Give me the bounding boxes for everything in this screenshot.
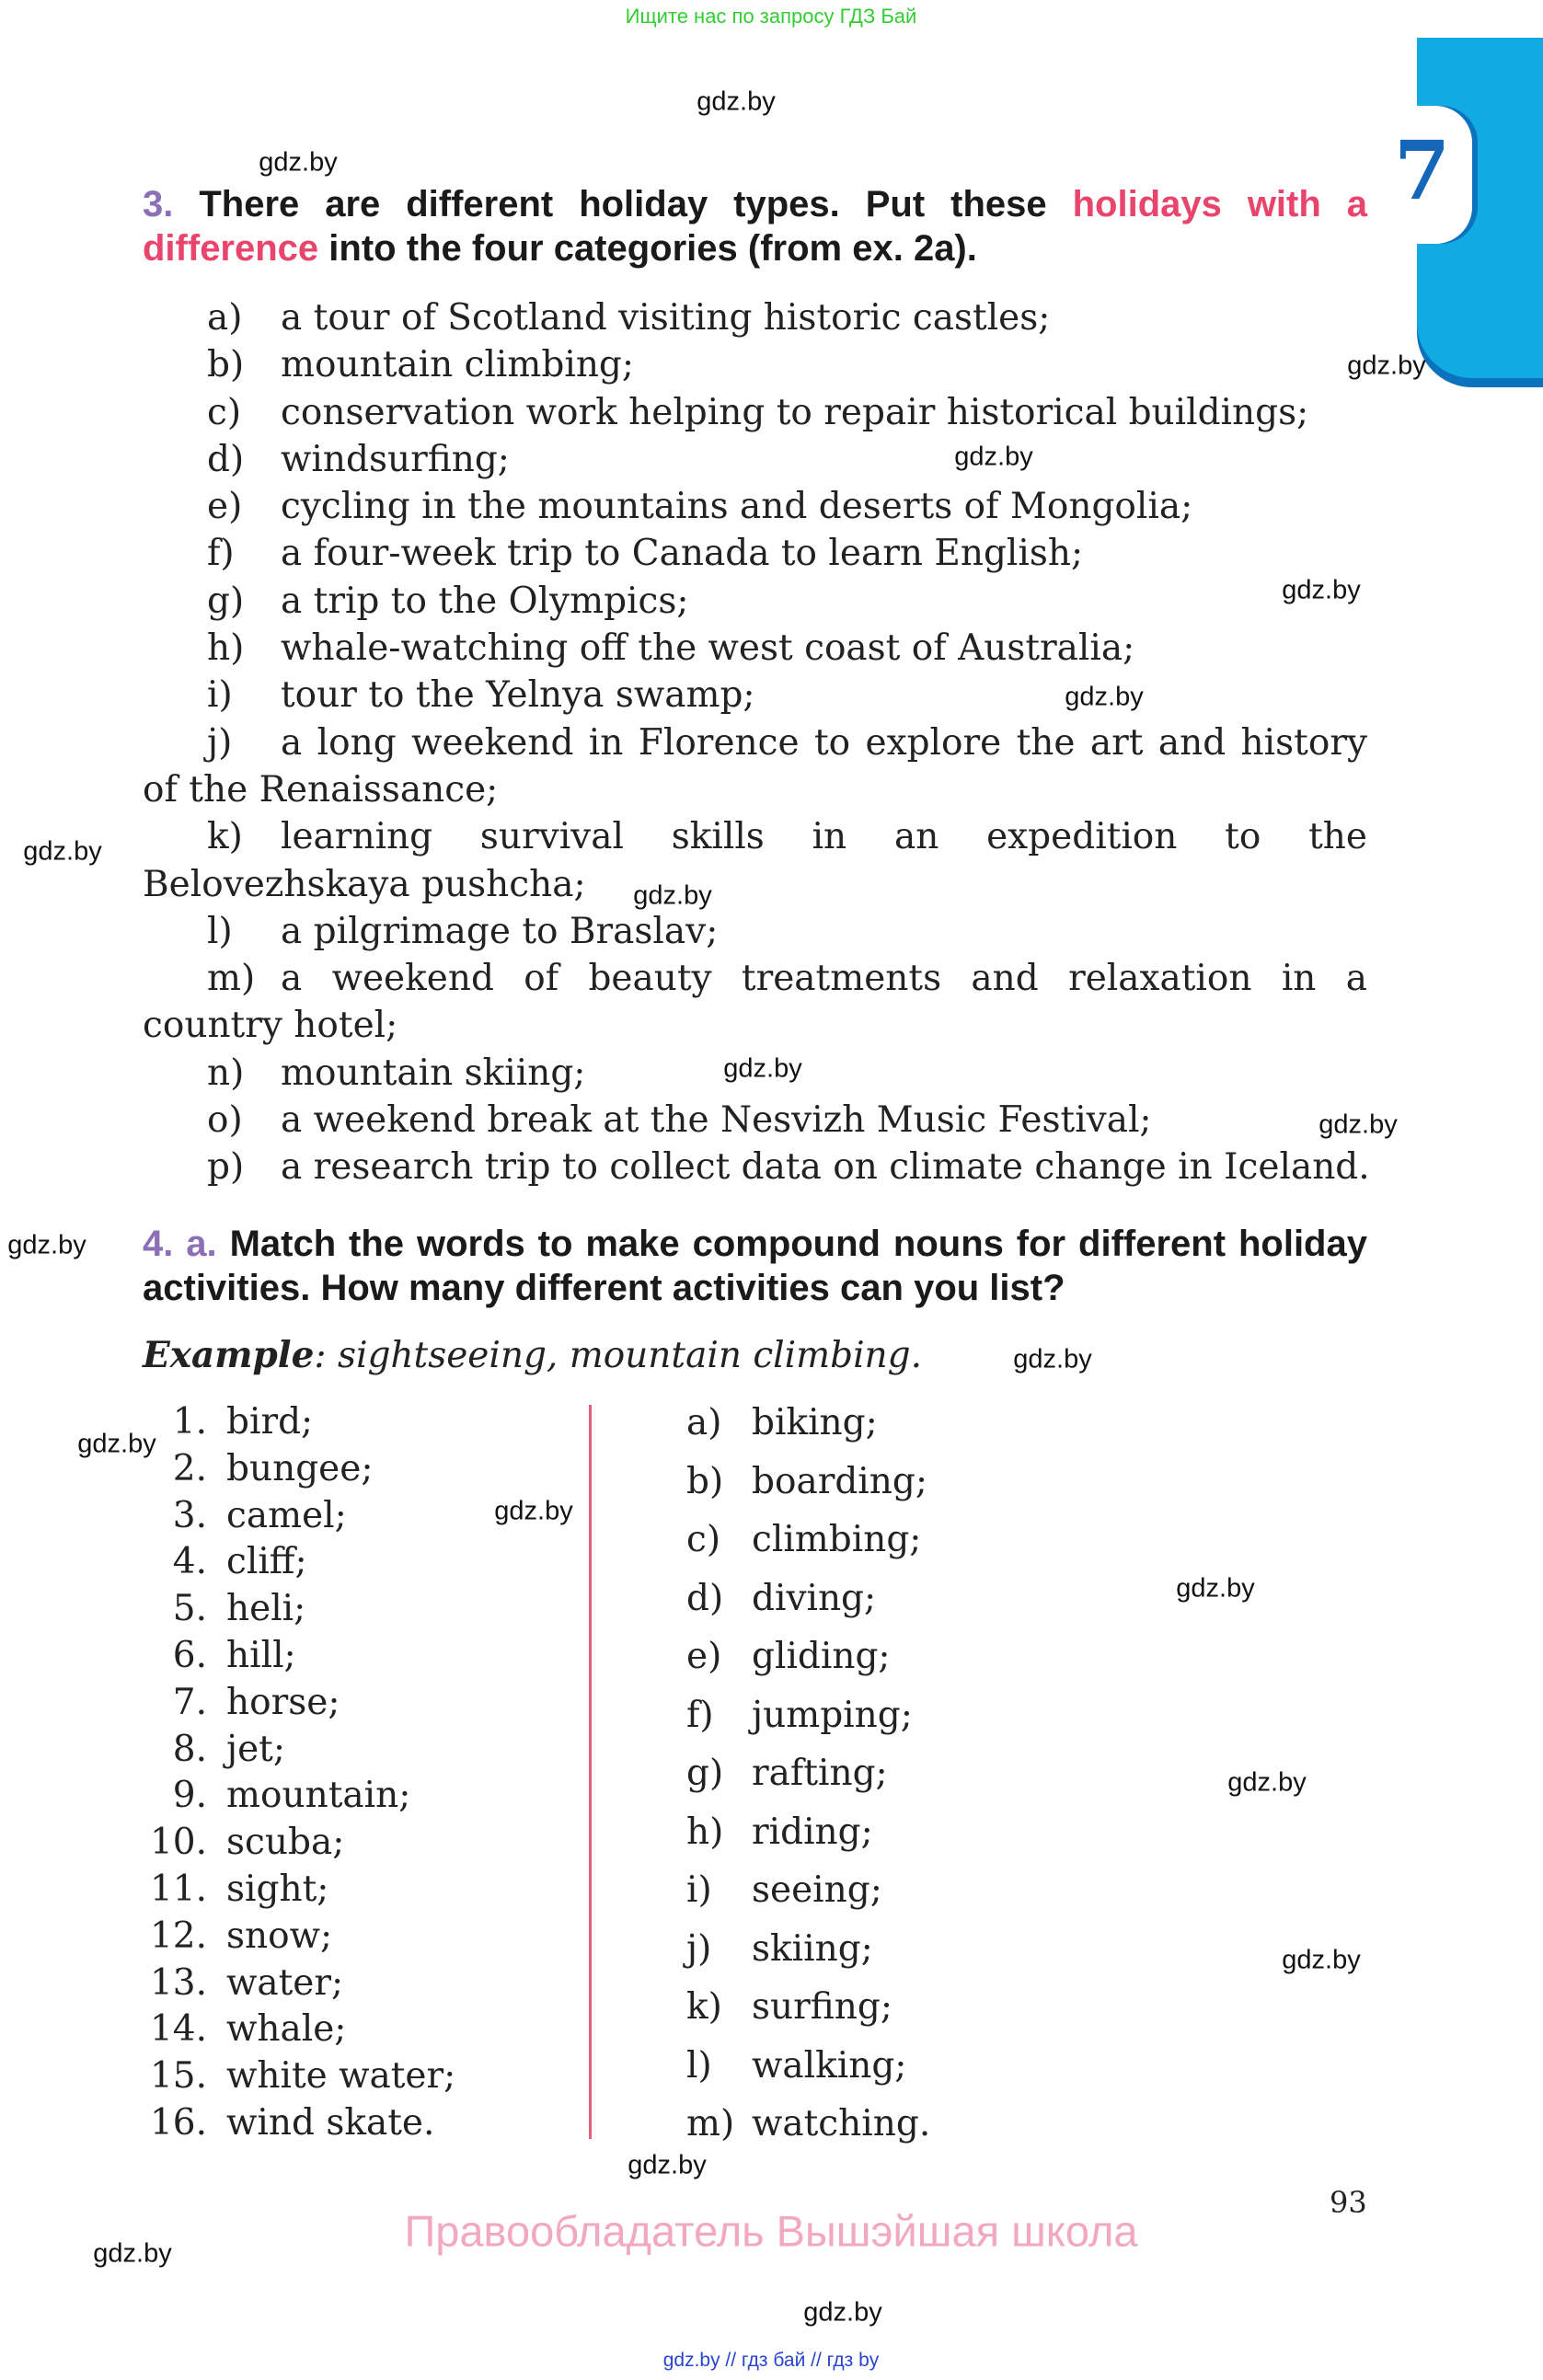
ex4-title: Match the words to make compound nouns for different holiday activities. How many different activities can you list? [143,1224,1367,1308]
left-word-item [138,1867,455,1914]
right-word-item [686,1511,930,1569]
item-text: a four-week trip to Canada to learn English; [281,533,1084,575]
column-divider [589,1405,592,2139]
item-number: 14. [149,2008,207,2051]
right-word-item [686,1744,930,1803]
item-text: conservation work helping to repair historical buildings; [281,391,1309,433]
list-item [143,719,1367,814]
list-item [143,908,1367,955]
item-number: 4. [172,1541,207,1583]
item-letter: k) [686,1986,722,2028]
item-text: tour to the Yelnya swamp; [281,674,755,717]
right-word-item [686,1861,930,1920]
right-word-item [686,1978,930,2037]
item-word: white water; [226,2055,456,2098]
list-item [143,294,1367,341]
page-number: 93 [1330,2185,1367,2220]
item-text: a long weekend in Florence to explore the art and history of the Renaissance; [143,721,1367,811]
item-label: l) [207,910,233,952]
item-text: mountain climbing; [281,344,635,386]
left-word-column [138,1399,455,2147]
item-number: 8. [172,1728,207,1770]
watermark-text: gdz.by [1347,351,1426,381]
item-text: a weekend of beauty treatments and relaxation in a country hotel; [143,958,1367,1047]
watermark-text: gdz.by [77,1429,156,1459]
item-word: gliding; [752,1636,891,1677]
item-label: e) [207,486,243,528]
item-word: scuba; [226,1822,345,1864]
watermark-text: gdz.by [628,2150,707,2180]
item-word: diving; [752,1577,877,1619]
item-number: 11. [149,1868,207,1910]
list-item [143,625,1367,672]
item-word: skiing; [752,1927,873,1970]
list-item [143,530,1367,577]
list-item [143,483,1367,530]
left-word-item [138,1399,455,1446]
right-word-item [686,1394,930,1453]
item-word: cliff; [226,1541,307,1583]
item-text: a tour of Scotland visiting historic castles; [281,297,1051,339]
item-number: 16. [149,2101,207,2144]
item-word: rafting; [752,1753,888,1794]
item-number: 3. [172,1494,207,1536]
item-text: windsurfing; [281,438,510,480]
watermark-text: gdz.by [954,442,1033,472]
watermark-text: gdz.by [723,1053,802,1084]
item-letter: i) [686,1869,712,1911]
item-letter: j) [686,1927,712,1970]
right-word-item [686,1686,930,1745]
copyright-notice: Правообладатель Вышэйшая школа [404,2206,1138,2256]
item-letter: m) [686,2103,735,2144]
watermark-text: gdz.by [259,147,338,178]
item-number: 9. [172,1775,207,1817]
item-label: j) [207,721,233,764]
item-label: m) [207,958,256,1000]
item-text: learning survival skills in an expedition to the Belovezhskaya pushcha; [143,816,1367,905]
left-word-item [138,1493,455,1540]
item-text: mountain skiing; [281,1052,586,1094]
watermark-text: gdz.by [1282,1945,1361,1975]
item-number: 13. [149,1961,207,2004]
watermark-text: gdz.by [1282,575,1361,605]
watermark-text: gdz.by [633,880,712,911]
item-text: a research trip to collect data on climate change in Iceland. [281,1146,1370,1189]
item-label: b) [207,344,245,386]
ex3-number: 3. [143,184,174,224]
right-word-item [686,1803,930,1862]
item-word: water; [226,1961,344,2004]
item-number: 10. [149,1822,207,1864]
item-word: biking; [752,1402,878,1443]
item-label: c) [207,391,242,433]
item-word: jet; [226,1728,285,1770]
watermark-text: gdz.by [1013,1344,1092,1374]
watermark-text: gdz.by [494,1496,573,1526]
item-label: h) [207,627,245,670]
list-item [143,436,1367,483]
ex4-heading [143,1222,1367,1310]
unit-number: 7 [1394,122,1451,218]
item-label: o) [207,1099,243,1142]
item-letter: c) [686,1519,721,1560]
watermark-text: gdz.by [1176,1573,1255,1604]
item-text: a trip to the Olympics; [281,580,689,622]
item-word: heli; [226,1588,306,1630]
ex3-heading [143,182,1367,270]
item-letter: a) [686,1402,722,1443]
list-item [143,955,1367,1050]
bottom-links[interactable]: gdz.by // гдз бай // гдз by [662,2350,880,2371]
right-word-item [686,1569,930,1628]
right-word-item [686,1920,930,1979]
item-letter: b) [686,1460,724,1502]
right-word-item [686,2037,930,2096]
item-word: climbing; [752,1519,922,1560]
item-word: wind skate. [226,2101,435,2144]
item-letter: e) [686,1636,722,1677]
item-number: 6. [172,1634,207,1676]
watermark-text: gdz.by [7,1230,86,1260]
list-item [143,1050,1367,1097]
item-label: k) [207,816,243,858]
ex3-title-after: into the four categories (from ex. 2a). [328,228,977,269]
top-search-note: Ищите нас по запросу ГДЗ Бай [625,5,917,28]
item-number: 15. [149,2055,207,2098]
left-word-item [138,1633,455,1680]
left-word-item [138,1727,455,1774]
item-number: 2. [172,1447,207,1489]
watermark-text: gdz.by [93,2238,172,2269]
item-word: whale; [226,2008,347,2051]
left-word-item [138,2100,455,2147]
item-letter: g) [686,1753,724,1794]
item-word: camel; [226,1494,347,1536]
item-word: boarding; [752,1460,928,1502]
watermark-text: gdz.by [803,2297,882,2328]
list-item [143,813,1367,908]
example-label: Example [143,1334,315,1376]
right-word-item [686,1627,930,1686]
item-text: whale-watching off the west coast of Australia; [281,627,1135,670]
list-item [143,341,1367,388]
item-text: a pilgrimage to Braslav; [281,910,719,952]
item-text: a weekend break at the Nesvizh Music Festival; [281,1099,1152,1142]
item-word: mountain; [226,1775,411,1817]
left-word-item [138,1820,455,1867]
ex4-number: 4. a. [143,1224,217,1264]
left-word-item [138,1446,455,1493]
item-word: riding; [752,1811,873,1853]
watermark-text: gdz.by [1227,1767,1307,1798]
item-word: seeing; [752,1869,882,1911]
list-item [143,672,1367,719]
left-word-item [138,1960,455,2007]
item-label: a) [207,297,243,339]
item-letter: d) [686,1577,724,1619]
watermark-text: gdz.by [1318,1110,1398,1140]
example-text: : sightseeing, mountain climbing. [314,1335,923,1376]
item-number: 1. [172,1401,207,1443]
item-word: snow; [226,1914,333,1957]
item-letter: h) [686,1811,724,1853]
item-number: 7. [172,1681,207,1723]
item-number: 12. [149,1914,207,1957]
item-word: watching. [752,2103,931,2144]
item-letter: f) [686,1694,714,1736]
left-word-item [138,1773,455,1820]
item-label: d) [207,438,245,480]
item-label: g) [207,580,245,622]
ex3-list [143,294,1370,1191]
left-word-item [138,2006,455,2053]
right-word-column [686,1394,930,2154]
item-number: 5. [172,1588,207,1630]
left-word-item [138,1539,455,1586]
item-label: f) [207,533,235,575]
item-word: walking; [752,2044,907,2087]
right-word-item [686,2095,930,2154]
list-item [143,1144,1370,1190]
ex3-title-highlight: holidays with a difference [143,184,1368,269]
item-text: cycling in the mountains and deserts of Mongolia; [281,486,1193,528]
right-word-item [686,1453,930,1512]
item-word: bird; [226,1401,314,1443]
item-word: surfing; [752,1986,893,2028]
item-label: p) [207,1146,245,1189]
left-word-item [138,1914,455,1960]
item-label: i) [207,674,233,717]
item-word: horse; [226,1681,340,1723]
list-item [143,575,1367,625]
item-word: jumping; [752,1694,913,1736]
list-item [143,389,1367,436]
left-word-item [138,2053,455,2100]
left-word-item [138,1586,455,1633]
ex3-title-before: There are different holiday types. Put these [199,184,1047,224]
watermark-text: gdz.by [1065,682,1144,712]
watermark-text: gdz.by [697,86,776,117]
item-label: n) [207,1052,245,1094]
item-word: hill; [226,1634,296,1676]
watermark-text: gdz.by [23,836,102,867]
item-word: bungee; [226,1447,374,1489]
item-letter: l) [686,2044,712,2087]
left-word-item [138,1680,455,1727]
item-word: sight; [226,1868,329,1910]
list-item [143,1097,1367,1144]
ex4-example [143,1334,922,1376]
